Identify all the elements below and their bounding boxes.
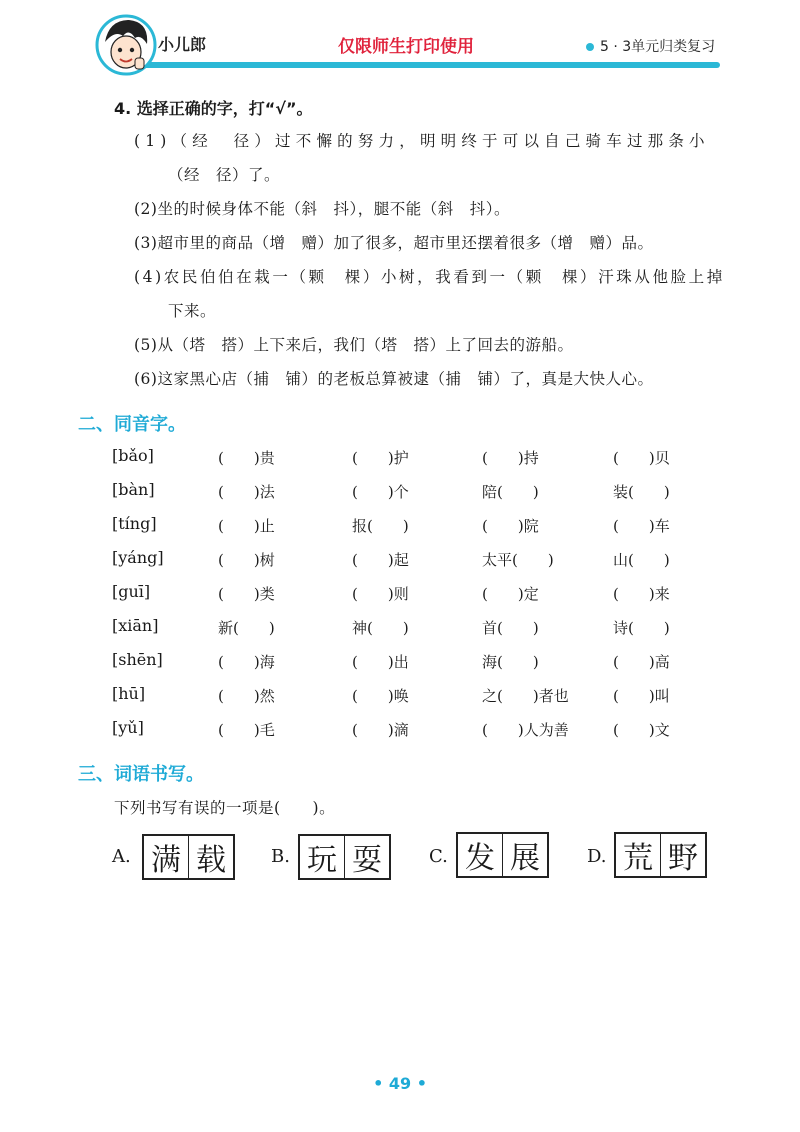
fill-cell: 之( )者也 xyxy=(482,687,569,705)
q4-line: （经 径）了。 xyxy=(168,166,281,184)
fill-cell: ( )人为善 xyxy=(482,721,569,739)
section3-title: 三、词语书写。 xyxy=(78,764,204,785)
fill-cell: ( )起 xyxy=(352,551,409,569)
word-char: 展 xyxy=(502,834,547,876)
option-label: A. xyxy=(112,846,131,867)
unit-label: 5 · 3单元归类复习 xyxy=(586,36,715,56)
fill-cell: ( )止 xyxy=(218,517,275,535)
fill-cell: ( )文 xyxy=(613,721,670,739)
fill-cell: 海( ) xyxy=(482,653,539,671)
pinyin-label: [yǔ] xyxy=(112,718,144,737)
fill-cell: ( )滴 xyxy=(352,721,409,739)
fill-cell: ( )院 xyxy=(482,517,539,535)
q4-line: (4)农民伯伯在栽一（颗 棵）小树，我看到一（颗 棵）汗珠从他脸上掉 xyxy=(134,268,725,286)
fill-cell: ( )个 xyxy=(352,483,409,501)
pinyin-label: [yáng] xyxy=(112,548,164,567)
q4-line: (6)这家黑心店（捕 铺）的老板总算被逮（捕 铺）了，真是大快人心。 xyxy=(134,370,654,388)
fill-cell: 神( ) xyxy=(352,619,409,637)
word-char: 耍 xyxy=(344,836,389,878)
pinyin-label: [guī] xyxy=(112,582,151,601)
fill-cell: 装( ) xyxy=(613,483,670,501)
fill-cell: ( )叫 xyxy=(613,687,670,705)
pinyin-label: [xiān] xyxy=(112,616,159,635)
word-char: 满 xyxy=(151,843,181,878)
pinyin-label: [shēn] xyxy=(112,650,163,669)
fill-cell: 太平( ) xyxy=(482,551,554,569)
option-b-box xyxy=(298,834,391,880)
fill-cell: ( )护 xyxy=(352,449,409,467)
fill-cell: ( )持 xyxy=(482,449,539,467)
fill-cell: ( )则 xyxy=(352,585,409,603)
option-a-box xyxy=(142,834,235,880)
pinyin-label: [bǎo] xyxy=(112,446,154,465)
fill-cell: 诗( ) xyxy=(613,619,670,637)
fill-cell: ( )贵 xyxy=(218,449,275,467)
fill-cell: ( )高 xyxy=(613,653,670,671)
word-char: 发 xyxy=(465,841,495,876)
bullet-dot-icon xyxy=(586,43,594,51)
q4-line: 下来。 xyxy=(168,302,217,320)
fill-cell: ( )海 xyxy=(218,653,275,671)
page-number: • 49 • xyxy=(373,1074,427,1093)
word-char: 荒 xyxy=(623,841,653,876)
word-char: 玩 xyxy=(307,843,337,878)
fill-cell: ( )贝 xyxy=(613,449,670,467)
fill-cell: ( )然 xyxy=(218,687,275,705)
fill-cell: 报( ) xyxy=(352,517,409,535)
fill-cell: 陪( ) xyxy=(482,483,539,501)
fill-cell: ( )法 xyxy=(218,483,275,501)
fill-cell: 山( ) xyxy=(613,551,670,569)
option-d-box xyxy=(614,832,707,878)
fill-cell: ( )毛 xyxy=(218,721,275,739)
q4-line: (1)（经 径）过不懈的努力，明明终于可以自己骑车过那条小 xyxy=(134,132,710,150)
section2-title: 二、同音字。 xyxy=(78,414,186,435)
word-char: 载 xyxy=(188,836,233,878)
pinyin-label: [bàn] xyxy=(112,480,155,499)
print-notice: 仅限师生打印使用 xyxy=(338,37,474,57)
fill-cell: ( )出 xyxy=(352,653,409,671)
fill-cell: ( )车 xyxy=(613,517,670,535)
brand-name: 小儿郎 xyxy=(158,35,207,54)
word-char: 野 xyxy=(660,834,705,876)
fill-cell: ( )定 xyxy=(482,585,539,603)
pinyin-label: [hū] xyxy=(112,684,146,703)
q4-line: (3)超市里的商品（增 赠）加了很多，超市里还摆着很多（增 赠）品。 xyxy=(134,234,654,252)
header-bar xyxy=(120,62,720,68)
fill-cell: ( )来 xyxy=(613,585,670,603)
fill-cell: ( )唤 xyxy=(352,687,409,705)
fill-cell: ( )类 xyxy=(218,585,275,603)
option-label: D. xyxy=(587,846,607,867)
q4-title: 4. 选择正确的字，打“√”。 xyxy=(114,99,313,118)
fill-cell: ( )树 xyxy=(218,551,275,569)
q4-line: (2)坐的时候身体不能（斜 抖），腿不能（斜 抖）。 xyxy=(134,200,510,218)
fill-cell: 首( ) xyxy=(482,619,539,637)
section3-question: 下列书写有误的一项是( )。 xyxy=(114,799,336,817)
fill-cell: 新( ) xyxy=(218,619,275,637)
boy-mascot-icon xyxy=(95,14,157,80)
option-label: C. xyxy=(429,846,448,867)
pinyin-label: [tíng] xyxy=(112,514,157,533)
q4-line: (5)从（塔 搭）上下来后，我们（塔 搭）上了回去的游船。 xyxy=(134,336,574,354)
option-label: B. xyxy=(271,846,290,867)
option-c-box xyxy=(456,832,549,878)
